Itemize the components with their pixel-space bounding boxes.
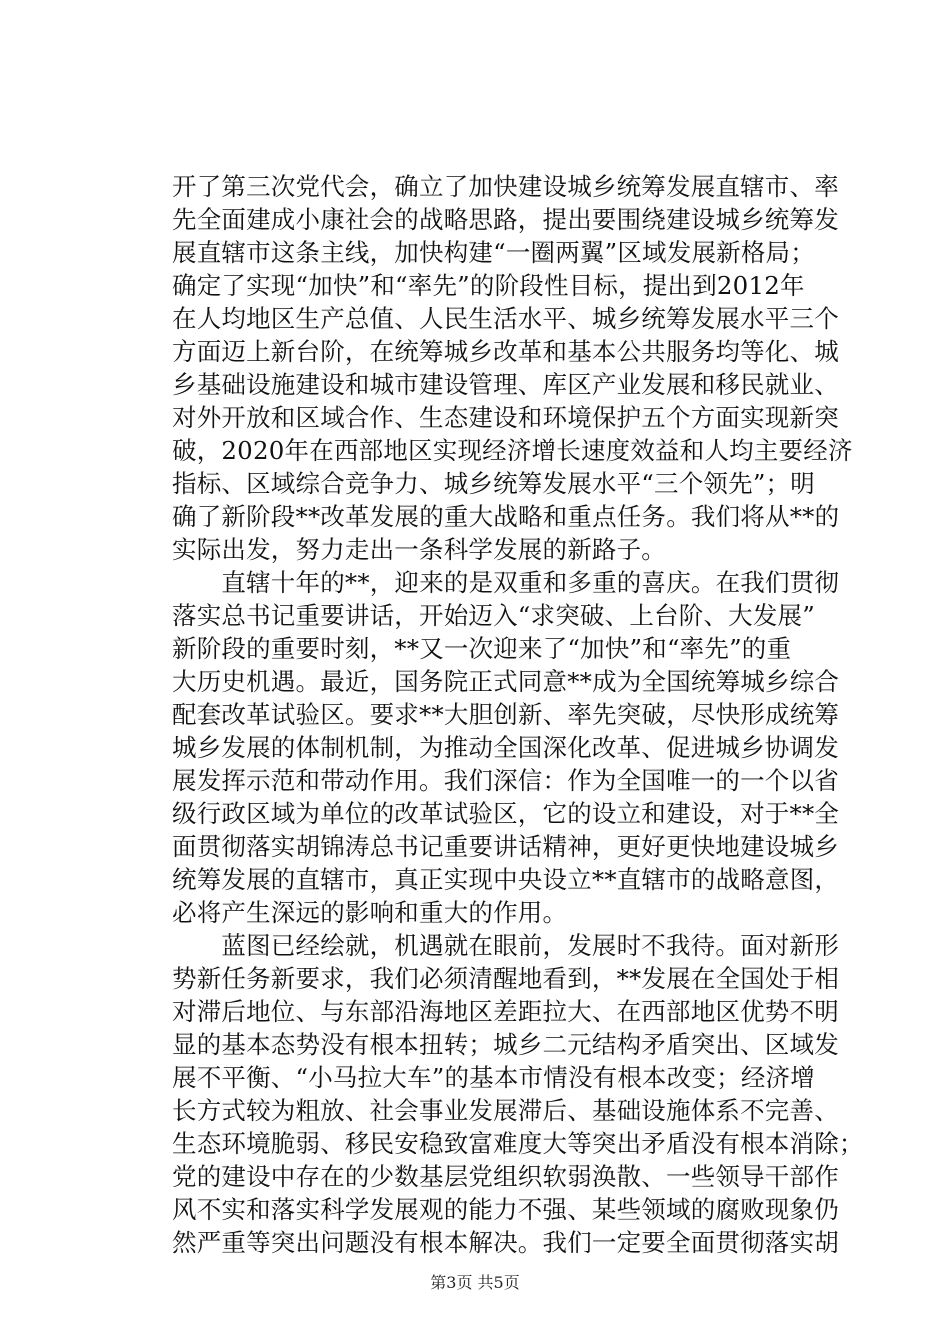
text-line: 方面迈上新台阶，在统筹城乡改革和基本公共服务均等化、城 bbox=[172, 337, 839, 366]
text-line: 级行政区域为单位的改革试验区，它的设立和建设，对于**全 bbox=[172, 799, 840, 828]
text-line: 展直辖市这条主线，加快构建“一圈两翼”区域发展新格局； bbox=[172, 238, 815, 267]
text-line: 落实总书记重要讲话，开始迈入“求突破、上台阶、大发展” bbox=[172, 601, 815, 630]
text-line: 确了新阶段**改革发展的重大战略和重点任务。我们将从**的 bbox=[172, 502, 840, 531]
text-line: 展不平衡、“小马拉大车”的基本市情没有根本改变；经济增 bbox=[172, 1063, 815, 1092]
text-line: 破，2020年在西部地区实现经济增长速度效益和人均主要经济 bbox=[172, 436, 853, 465]
text-line: 大历史机遇。最近，国务院正式同意**成为全国统筹城乡综合 bbox=[172, 667, 840, 696]
text-line: 展发挥示范和带动作用。我们深信：作为全国唯一的一个以省 bbox=[172, 766, 839, 795]
text-line: 乡基础设施建设和城市建设管理、库区产业发展和移民就业、 bbox=[172, 370, 839, 399]
text-line: 先全面建成小康社会的战略思路，提出要围绕建设城乡统筹发 bbox=[172, 205, 839, 234]
text-line: 对外开放和区域合作、生态建设和环境保护五个方面实现新突 bbox=[172, 403, 839, 432]
text-line: 新阶段的重要时刻，**又一次迎来了“加快”和“率先”的重 bbox=[172, 634, 792, 663]
text-line: 在人均地区生产总值、人民生活水平、城乡统筹发展水平三个 bbox=[172, 304, 839, 333]
text-line: 开了第三次党代会，确立了加快建设城乡统筹发展直辖市、率 bbox=[172, 172, 839, 201]
text-line: 必将产生深远的影响和重大的作用。 bbox=[172, 898, 568, 927]
text-line: 党的建设中存在的少数基层党组织软弱涣散、一些领导干部作 bbox=[172, 1162, 839, 1191]
text-line: 长方式较为粗放、社会事业发展滞后、基础设施体系不完善、 bbox=[172, 1096, 839, 1125]
text-line: 蓝图已经绘就，机遇就在眼前，发展时不我待。面对新形 bbox=[172, 931, 839, 960]
page-number-label: 第3页 共5页 bbox=[430, 1273, 520, 1292]
text-line: 配套改革试验区。要求**大胆创新、率先突破，尽快形成统筹 bbox=[172, 700, 840, 729]
text-line: 城乡发展的体制机制，为推动全国深化改革、促进城乡协调发 bbox=[172, 733, 839, 762]
text-line: 实际出发，努力走出一条科学发展的新路子。 bbox=[172, 535, 666, 564]
page-footer bbox=[0, 1272, 950, 1294]
text-line: 统筹发展的直辖市，真正实现中央设立**直辖市的战略意图， bbox=[172, 865, 840, 894]
text-line: 显的基本态势没有根本扭转；城乡二元结构矛盾突出、区域发 bbox=[172, 1030, 839, 1059]
text-line: 势新任务新要求，我们必须清醒地看到，**发展在全国处于相 bbox=[172, 964, 840, 993]
text-line: 直辖十年的**，迎来的是双重和多重的喜庆。在我们贯彻 bbox=[172, 568, 840, 597]
body-text bbox=[172, 170, 864, 1259]
text-line: 然严重等突出问题没有根本解决。我们一定要全面贯彻落实胡 bbox=[172, 1228, 839, 1257]
text-line: 面贯彻落实胡锦涛总书记重要讲话精神，更好更快地建设城乡 bbox=[172, 832, 839, 861]
text-line: 生态环境脆弱、移民安稳致富难度大等突出矛盾没有根本消除； bbox=[172, 1129, 864, 1158]
text-line: 指标、区域综合竞争力、城乡统筹发展水平“三个领先”；明 bbox=[172, 469, 815, 498]
text-line: 风不实和落实科学发展观的能力不强、某些领域的腐败现象仍 bbox=[172, 1195, 839, 1224]
text-line: 对滞后地位、与东部沿海地区差距拉大、在西部地区优势不明 bbox=[172, 997, 839, 1026]
text-line: 确定了实现“加快”和“率先”的阶段性目标，提出到2012年 bbox=[172, 271, 805, 300]
